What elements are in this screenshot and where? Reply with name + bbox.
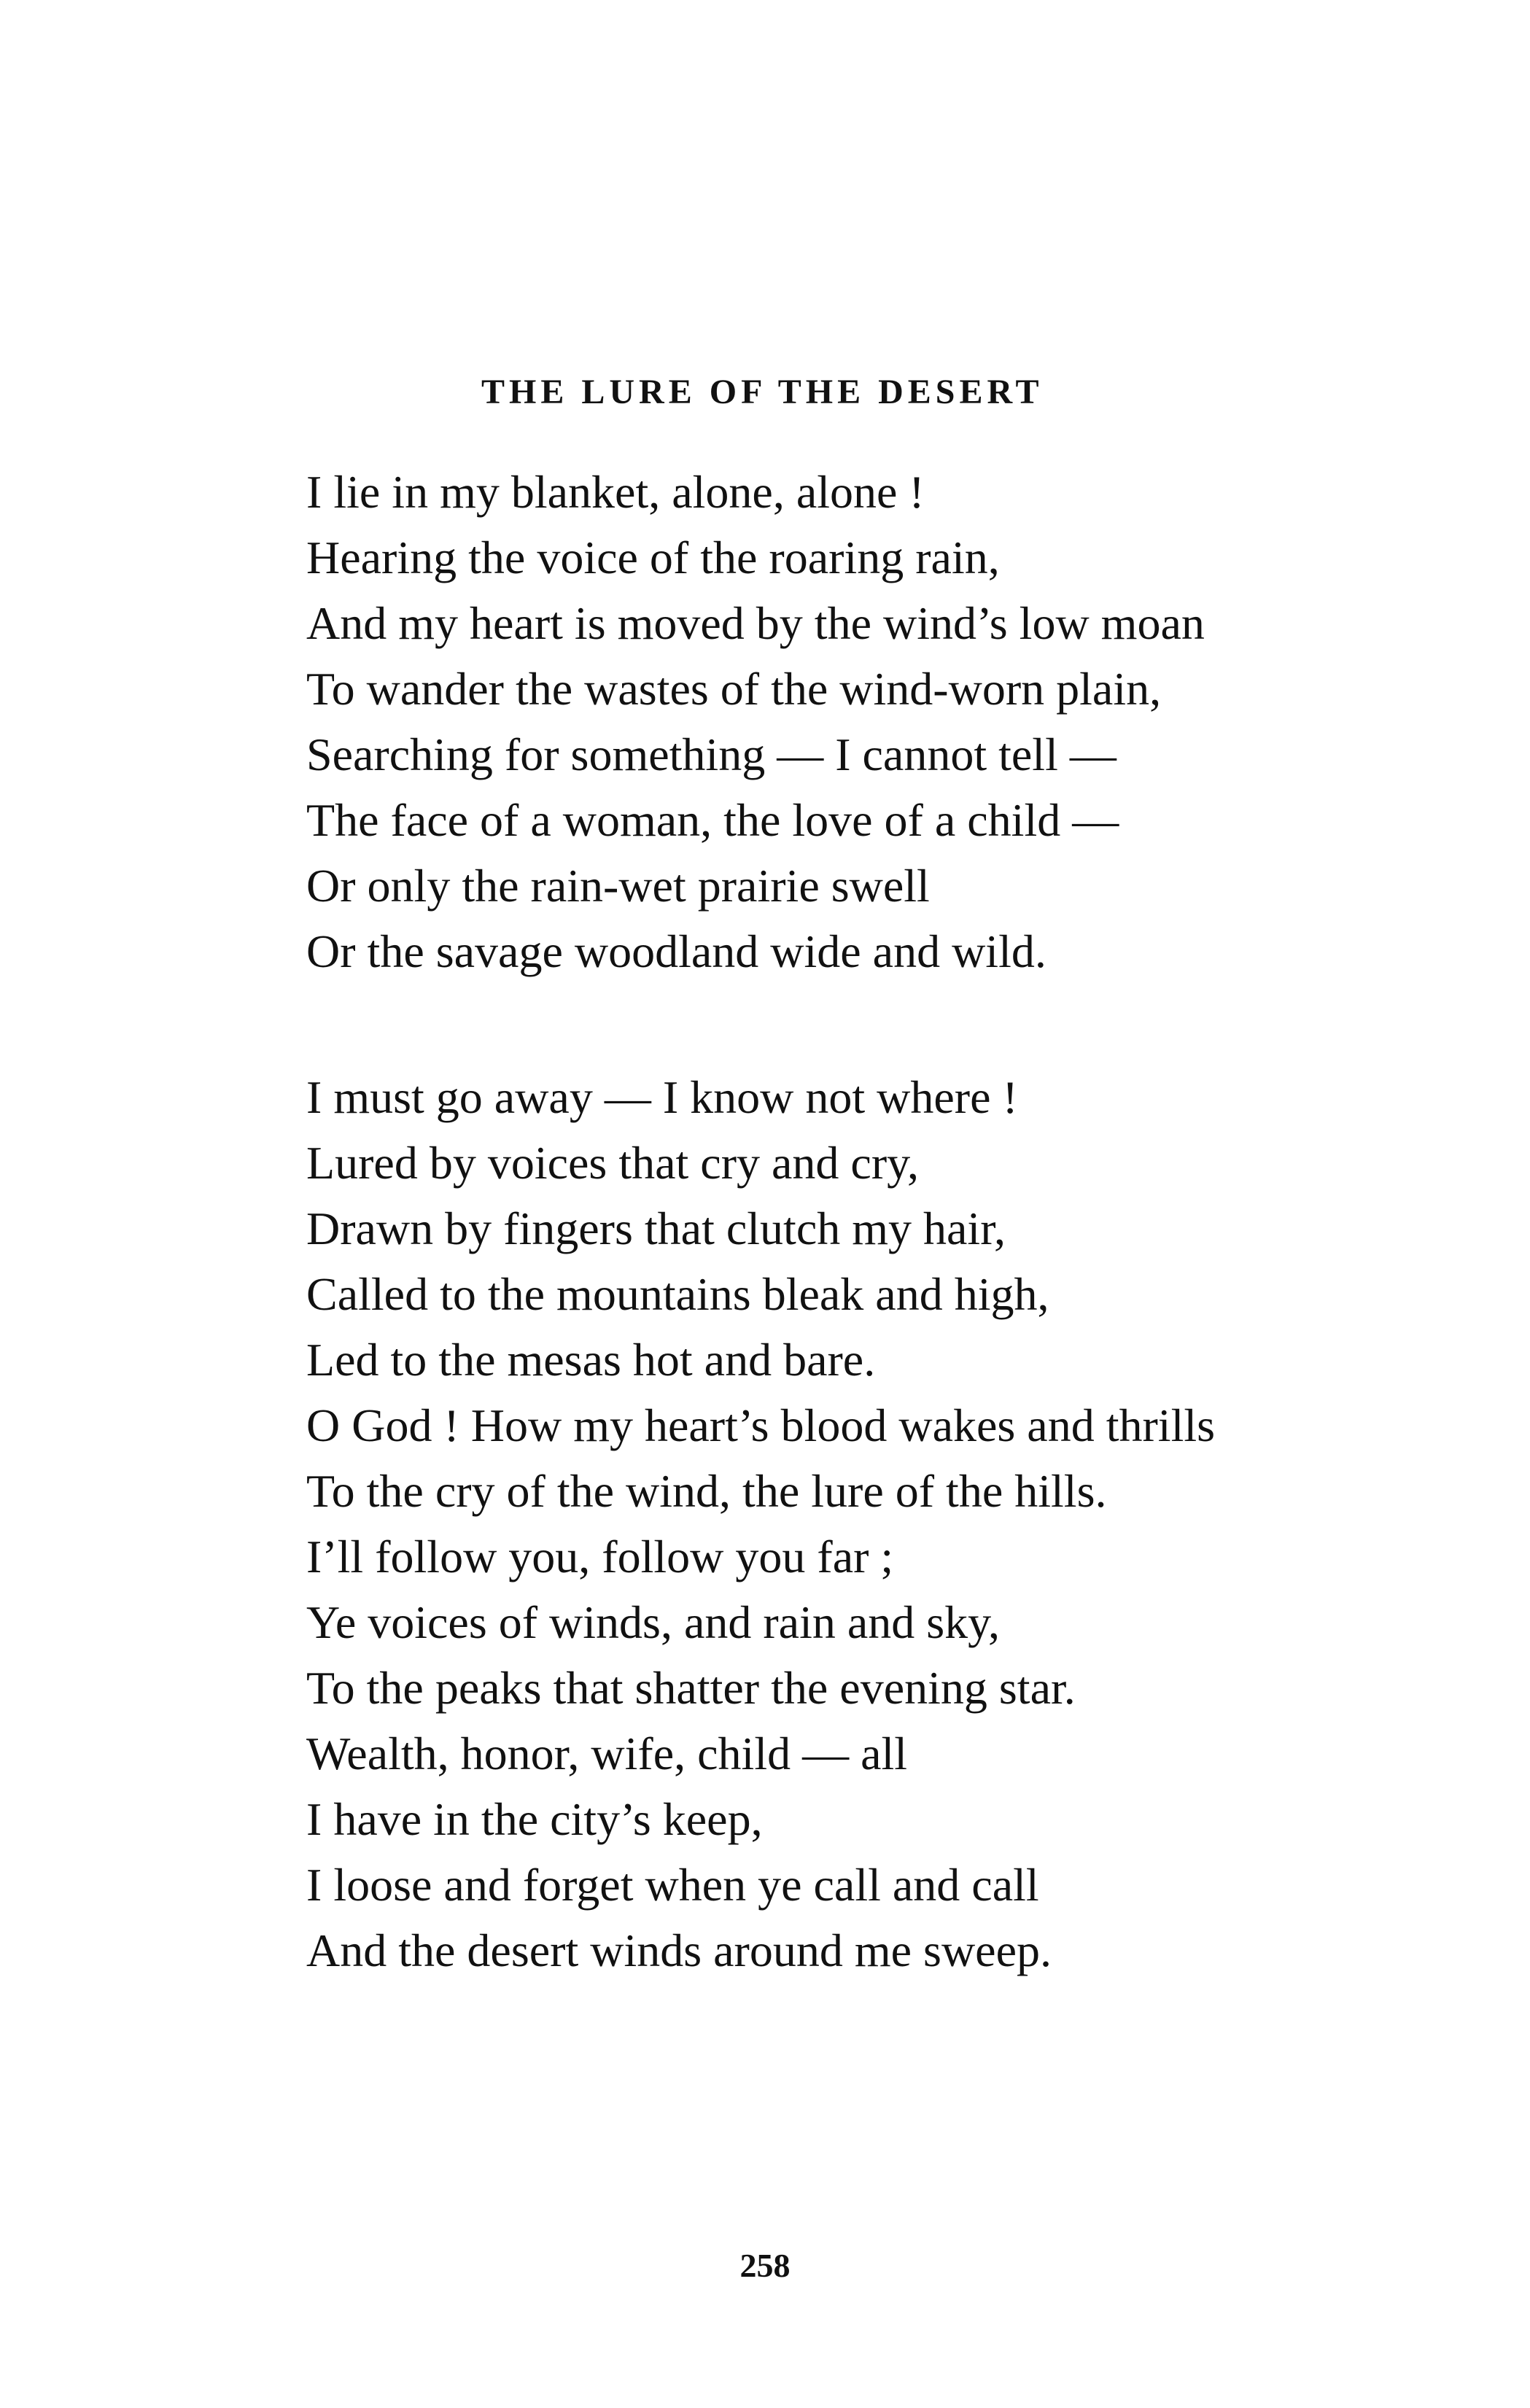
poem-line: I must go away — I know not where ! xyxy=(306,1071,1018,1123)
page-number: 258 xyxy=(739,2247,791,2284)
stanza-1 xyxy=(306,459,1205,984)
poem-line: I lie in my blanket, alone, alone ! xyxy=(306,466,925,518)
poem-line: I’ll follow you, follow you far ; xyxy=(306,1531,894,1582)
poem-line: To the peaks that shatter the evening star. xyxy=(306,1662,1076,1714)
poem-line: Hearing the voice of the roaring rain, xyxy=(306,532,1000,583)
poem-line: And my heart is moved by the wind’s low moan xyxy=(306,597,1205,649)
poem-line: O God ! How my heart’s blood wakes and thrills xyxy=(306,1399,1216,1451)
poem-line: Or the savage woodland wide and wild. xyxy=(306,925,1046,977)
poem-line: To the cry of the wind, the lure of the hills. xyxy=(306,1465,1107,1517)
poem-line: Lured by voices that cry and cry, xyxy=(306,1137,919,1189)
poem-line: I loose and forget when ye call and call xyxy=(306,1859,1039,1911)
poem-title: THE LURE OF THE DESERT xyxy=(481,373,1044,411)
poem-line: Called to the mountains bleak and high, xyxy=(306,1268,1049,1320)
poem-line: Or only the rain-wet prairie swell xyxy=(306,860,930,912)
poem-line: And the desert winds around me sweep. xyxy=(306,1925,1052,1976)
poem-line: To wander the wastes of the wind-worn plain, xyxy=(306,663,1162,715)
poem-line: I have in the city’s keep, xyxy=(306,1793,763,1845)
poem-line: Ye voices of winds, and rain and sky, xyxy=(306,1596,1000,1648)
poem-line: The face of a woman, the love of a child — xyxy=(306,794,1119,846)
poem-line: Drawn by fingers that clutch my hair, xyxy=(306,1203,1006,1254)
poem-line: Searching for something — I cannot tell — xyxy=(306,729,1117,780)
poem-line: Wealth, honor, wife, child — all xyxy=(306,1728,908,1779)
stanza-2 xyxy=(306,1065,1215,1984)
poem-line: Led to the mesas hot and bare. xyxy=(306,1334,876,1386)
